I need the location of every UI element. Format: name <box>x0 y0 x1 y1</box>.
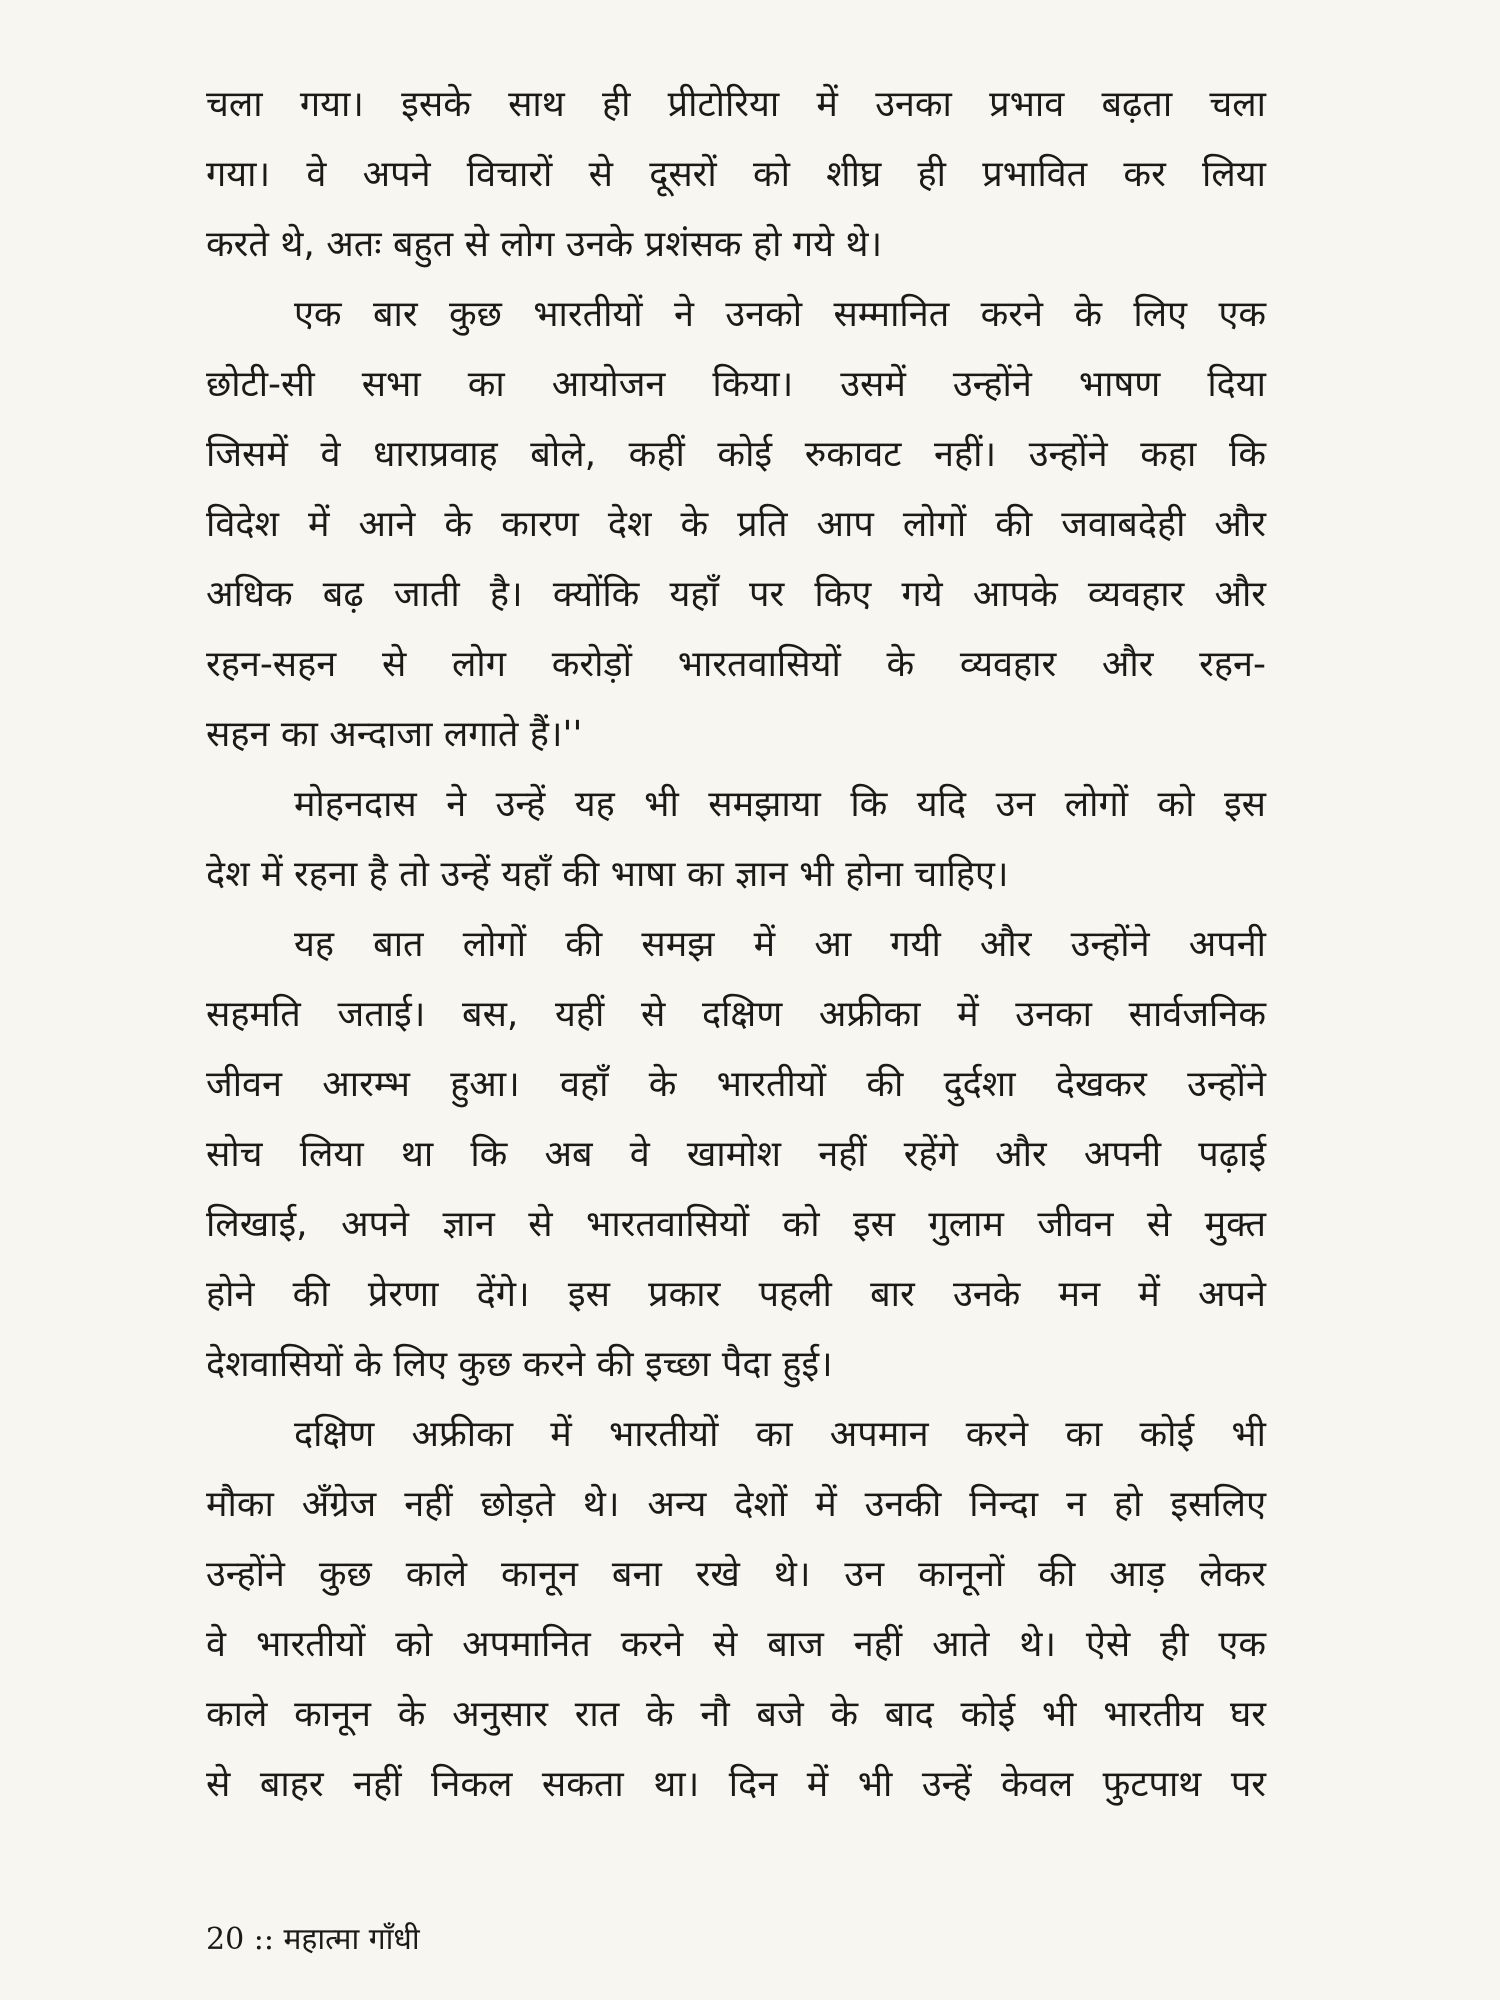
text-line: दक्षिण अफ्रीका में भारतीयों का अपमान करने का कोई भी <box>294 1414 1266 1455</box>
text-line: विदेश में आने के कारण देश के प्रति आप लोगों की जवाबदेही और <box>206 504 1266 545</box>
text-line: सहमति जताई। बस, यहीं से दक्षिण अफ्रीका में उनका सार्वजनिक <box>206 994 1266 1035</box>
text-line: यह बात लोगों की समझ में आ गयी और उन्होंने अपनी <box>294 924 1266 965</box>
text-line: अधिक बढ़ जाती है। क्योंकि यहाँ पर किए गये आपके व्यवहार और <box>206 574 1266 615</box>
text-line: उन्होंने कुछ काले कानून बना रखे थे। उन कानूनों की आड़ लेकर <box>206 1554 1266 1595</box>
text-line: वे भारतीयों को अपमानित करने से बाज नहीं आते थे। ऐसे ही एक <box>206 1624 1266 1665</box>
page-footer: 20 :: महात्मा गाँधी <box>206 1922 420 1957</box>
text-line: जीवन आरम्भ हुआ। वहाँ के भारतीयों की दुर्दशा देखकर उन्होंने <box>206 1064 1266 1105</box>
text-line: चला गया। इसके साथ ही प्रीटोरिया में उनका प्रभाव बढ़ता चला <box>206 84 1266 125</box>
text-line: रहन-सहन से लोग करोड़ों भारतवासियों के व्यवहार और रहन- <box>206 644 1266 685</box>
text-line: गया। वे अपने विचारों से दूसरों को शीघ्र ही प्रभावित कर लिया <box>206 154 1266 195</box>
text-line: छोटी-सी सभा का आयोजन किया। उसमें उन्होंने भाषण दिया <box>206 364 1266 405</box>
text-line: एक बार कुछ भारतीयों ने उनको सम्मानित करने के लिए एक <box>294 294 1266 335</box>
text-line: देशवासियों के लिए कुछ करने की इच्छा पैदा हुई। <box>206 1344 833 1385</box>
text-line: देश में रहना है तो उन्हें यहाँ की भाषा का ज्ञान भी होना चाहिए। <box>206 854 1009 895</box>
text-line: काले कानून के अनुसार रात के नौ बजे के बाद कोई भी भारतीय घर <box>206 1694 1266 1735</box>
text-line: जिसमें वे धाराप्रवाह बोले, कहीं कोई रुकावट नहीं। उन्होंने कहा कि <box>206 434 1266 475</box>
text-line: मौका अँग्रेज नहीं छोड़ते थे। अन्य देशों में उनकी निन्दा न हो इसलिए <box>206 1484 1266 1525</box>
text-line: मोहनदास ने उन्हें यह भी समझाया कि यदि उन लोगों को इस <box>294 784 1266 825</box>
text-line: लिखाई, अपने ज्ञान से भारतवासियों को इस गुलाम जीवन से मुक्त <box>206 1204 1266 1245</box>
text-line: से बाहर नहीं निकल सकता था। दिन में भी उन्हें केवल फुटपाथ पर <box>206 1764 1266 1805</box>
text-line: करते थे, अतः बहुत से लोग उनके प्रशंसक हो गये थे। <box>206 224 883 265</box>
text-line: होने की प्रेरणा देंगे। इस प्रकार पहली बार उनके मन में अपने <box>206 1274 1266 1315</box>
text-line: सहन का अन्दाजा लगाते हैं।'' <box>206 714 583 755</box>
body-text <box>206 70 1266 1820</box>
text-line: सोच लिया था कि अब वे खामोश नहीं रहेंगे और अपनी पढ़ाई <box>206 1134 1266 1175</box>
